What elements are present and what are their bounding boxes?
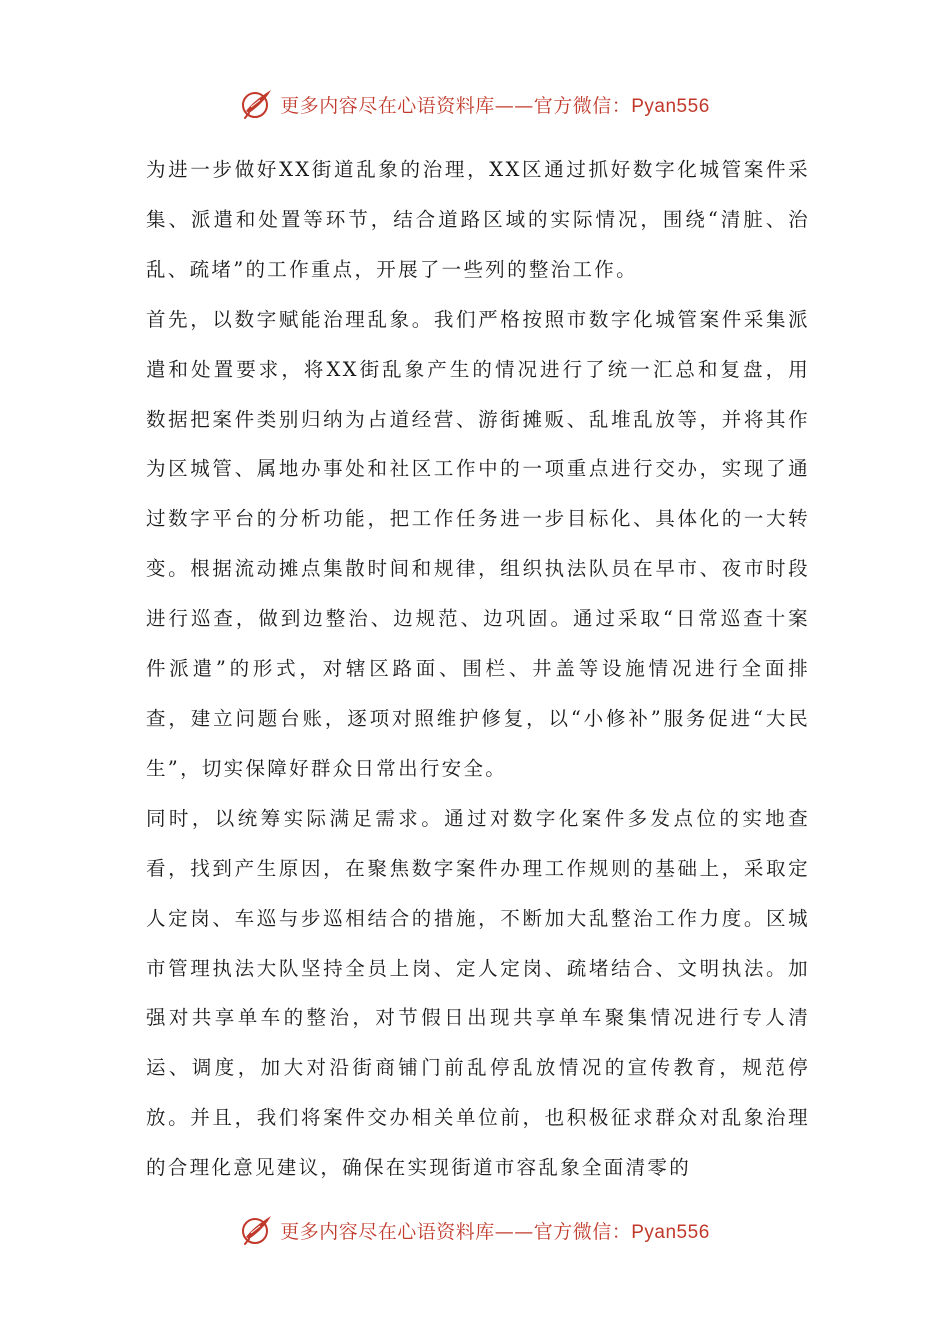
footer-banner-text — [280, 1217, 710, 1244]
header-banner — [0, 84, 950, 124]
footer-banner — [0, 1210, 950, 1250]
paragraph-intro: 为进一步做好XX街道乱象的治理，XX区通过抓好数字化城管案件采集、派遣和处置等环节，结合道路区域的实际情况，围绕“清脏、治乱、疏堵”的工作重点，开展了一些列的整治工作。 — [146, 158, 810, 281]
header-banner-text — [280, 91, 710, 118]
header-wechat-id: Pyan556 — [631, 95, 710, 117]
paragraph-coordination: 同时，以统筹实际满足需求。通过对数字化案件多发点位的实地查看，找到产生原因，在聚焦数字案件办理工作规则的基础上，采取定人定岗、车巡与步巡相结合的措施，不断加大乱整治工作力度。区城市管理执法大队坚持全员上岗、定人定岗、疏堵结合、文明执法。加强对共享单车的整治，对节假日出现共享单车聚集情况进行专人清运、调度，加大对沿街商铺门前乱停乱放情况的宣传教育，规范停放。并且，我们将案件交办相关单位前，也积极征求群众对乱象治理的合理化意见建议，确保在实现街道市容乱象全面清零的 — [146, 806, 810, 1180]
footer-banner-inner — [240, 1213, 710, 1247]
header-banner-inner — [240, 87, 710, 121]
paragraph-digital-governance: 首先，以数字赋能治理乱象。我们严格按照市数字化城管案件采集派遣和处置要求，将XX街乱象产生的情况进行了统一汇总和复盘，用数据把案件类别归纳为占道经营、游街摊贩、乱堆乱放等，并将其作为区城管、属地办事处和社区工作中的一项重点进行交办，实现了通过数字平台的分析功能，把工作任务进一步目标化、具体化的一大转变。根据流动摊点集散时间和规律，组织执法队员在早市、夜市时段进行巡查，做到边整治、边规范、边巩固。通过采取“日常巡查十案件派遣”的形式，对辖区路面、围栏、井盖等设施情况进行全面排查，建立问题台账，逐项对照维护修复，以“小修补”服务促进“大民生”，切实保障好群众日常出行安全。 — [146, 307, 810, 780]
quill-pen-logo-icon — [240, 1213, 274, 1247]
header-banner-label: 更多内容尽在心语资料库——官方微信： — [280, 94, 632, 117]
footer-banner-label: 更多内容尽在心语资料库——官方微信： — [280, 1220, 632, 1243]
footer-wechat-id: Pyan556 — [631, 1221, 710, 1243]
document-body — [146, 145, 810, 1193]
quill-pen-logo-icon — [240, 87, 274, 121]
